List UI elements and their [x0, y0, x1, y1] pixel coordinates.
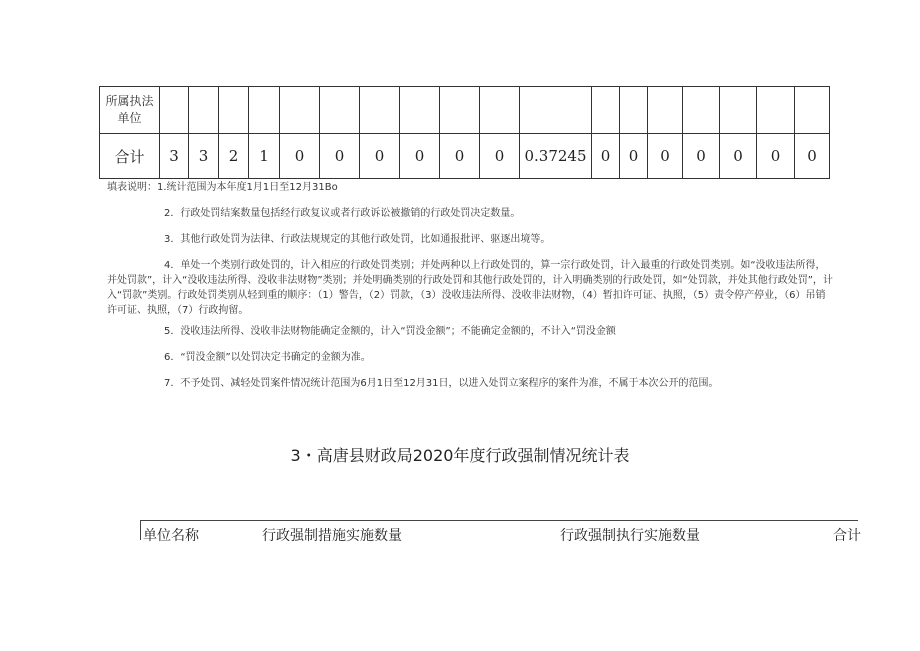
empty-cell	[720, 87, 757, 134]
total-value-cell: 0	[400, 134, 440, 179]
empty-cell	[440, 87, 480, 134]
unit-label-line1: 所属执法	[105, 94, 154, 108]
empty-cell	[400, 87, 440, 134]
empty-cell	[683, 87, 720, 134]
total-value-cell: 0	[620, 134, 648, 179]
empty-cell	[620, 87, 648, 134]
empty-cell	[280, 87, 320, 134]
empty-cell	[189, 87, 219, 134]
note-intro: 填表说明：1.统计范围为本年度1月1日至12月31Bo	[107, 182, 338, 193]
empty-cell	[648, 87, 683, 134]
total-value-cell: 0	[720, 134, 757, 179]
total-value-cell: 0	[360, 134, 400, 179]
note-item: 6．“罚没金额”以处罚决定书确定的金额为准。	[164, 352, 371, 363]
total-value-cell: 2	[219, 134, 249, 179]
empty-cell	[795, 87, 830, 134]
total-value-cell: 0	[683, 134, 720, 179]
header-measures-count: 行政强制措施实施数量	[262, 528, 402, 544]
note-item: 2．行政处罚结案数量包括经行政复议或者行政诉讼被撤销的行政处罚决定数量。	[164, 208, 521, 219]
empty-cell	[249, 87, 280, 134]
empty-cell	[592, 87, 620, 134]
empty-cell	[757, 87, 795, 134]
total-value-cell: 0	[280, 134, 320, 179]
note-item: 7．不予处罚、减轻处罚案件情况统计范围为6月1日至12月31日，以进入处罚立案程序的案件为准，不属于本次公开的范围。	[164, 378, 719, 389]
total-value-cell: 1	[249, 134, 280, 179]
section-title: 3・高唐县财政局2020年度行政强制情况统计表	[290, 446, 630, 465]
statistics-table	[99, 86, 830, 179]
empty-cell	[219, 87, 249, 134]
empty-cell	[360, 87, 400, 134]
total-value-cell: 0	[320, 134, 360, 179]
total-value-cell: 0.37245	[520, 134, 592, 179]
total-label-cell: 合计	[100, 134, 160, 179]
header-total: 合计	[833, 528, 861, 544]
empty-cell	[480, 87, 520, 134]
unit-label-cell	[100, 87, 160, 134]
unit-label-line2: 单位	[117, 111, 142, 125]
empty-cell	[160, 87, 189, 134]
empty-cell	[320, 87, 360, 134]
total-value-cell: 0	[795, 134, 830, 179]
total-value-cell: 0	[648, 134, 683, 179]
total-value-cell: 0	[480, 134, 520, 179]
bottom-table-top-border	[140, 520, 858, 521]
empty-cell	[520, 87, 592, 134]
table-row-total	[100, 134, 830, 179]
bottom-table-left-border	[140, 520, 141, 540]
note-item: 5．没收违法所得、没收非法财物能确定金额的，计入“罚没金额”；不能确定金额的，不计入“罚没金额	[164, 326, 616, 337]
note-item: 3．其他行政处罚为法律、行政法规规定的其他行政处罚，比如通报批评、驱逐出境等。	[164, 234, 551, 245]
header-unit-name: 单位名称	[143, 528, 199, 544]
total-value-cell: 3	[160, 134, 189, 179]
total-value-cell: 0	[592, 134, 620, 179]
header-enforcement-count: 行政强制执行实施数量	[560, 528, 700, 544]
note-item: 4．单处一个类别行政处罚的，计入相应的行政处罚类别；并处两种以上行政处罚的，算一宗行政处罚，计入最重的行政处罚类别。如“没收违法所得，并处罚款”，计入“没收违法所得、没收非法财物”类别；并处明确类别的行政处罚和其他行政处罚的，计入明确类别的行政处罚，如“处罚款，并处其他行政处罚”，计入“罚款”类别。行政处罚类别从轻到重的顺序：（1）警告，（2）罚款，（3）没收违法所得、没收非法财物，（4）暂扣许可证、执照，（5）责令停产停业，（6）吊销许可证、执照，（7）行政拘留。	[107, 260, 833, 316]
total-value-cell: 0	[757, 134, 795, 179]
table-row-unit	[100, 87, 830, 134]
total-value-cell: 0	[440, 134, 480, 179]
total-value-cell: 3	[189, 134, 219, 179]
